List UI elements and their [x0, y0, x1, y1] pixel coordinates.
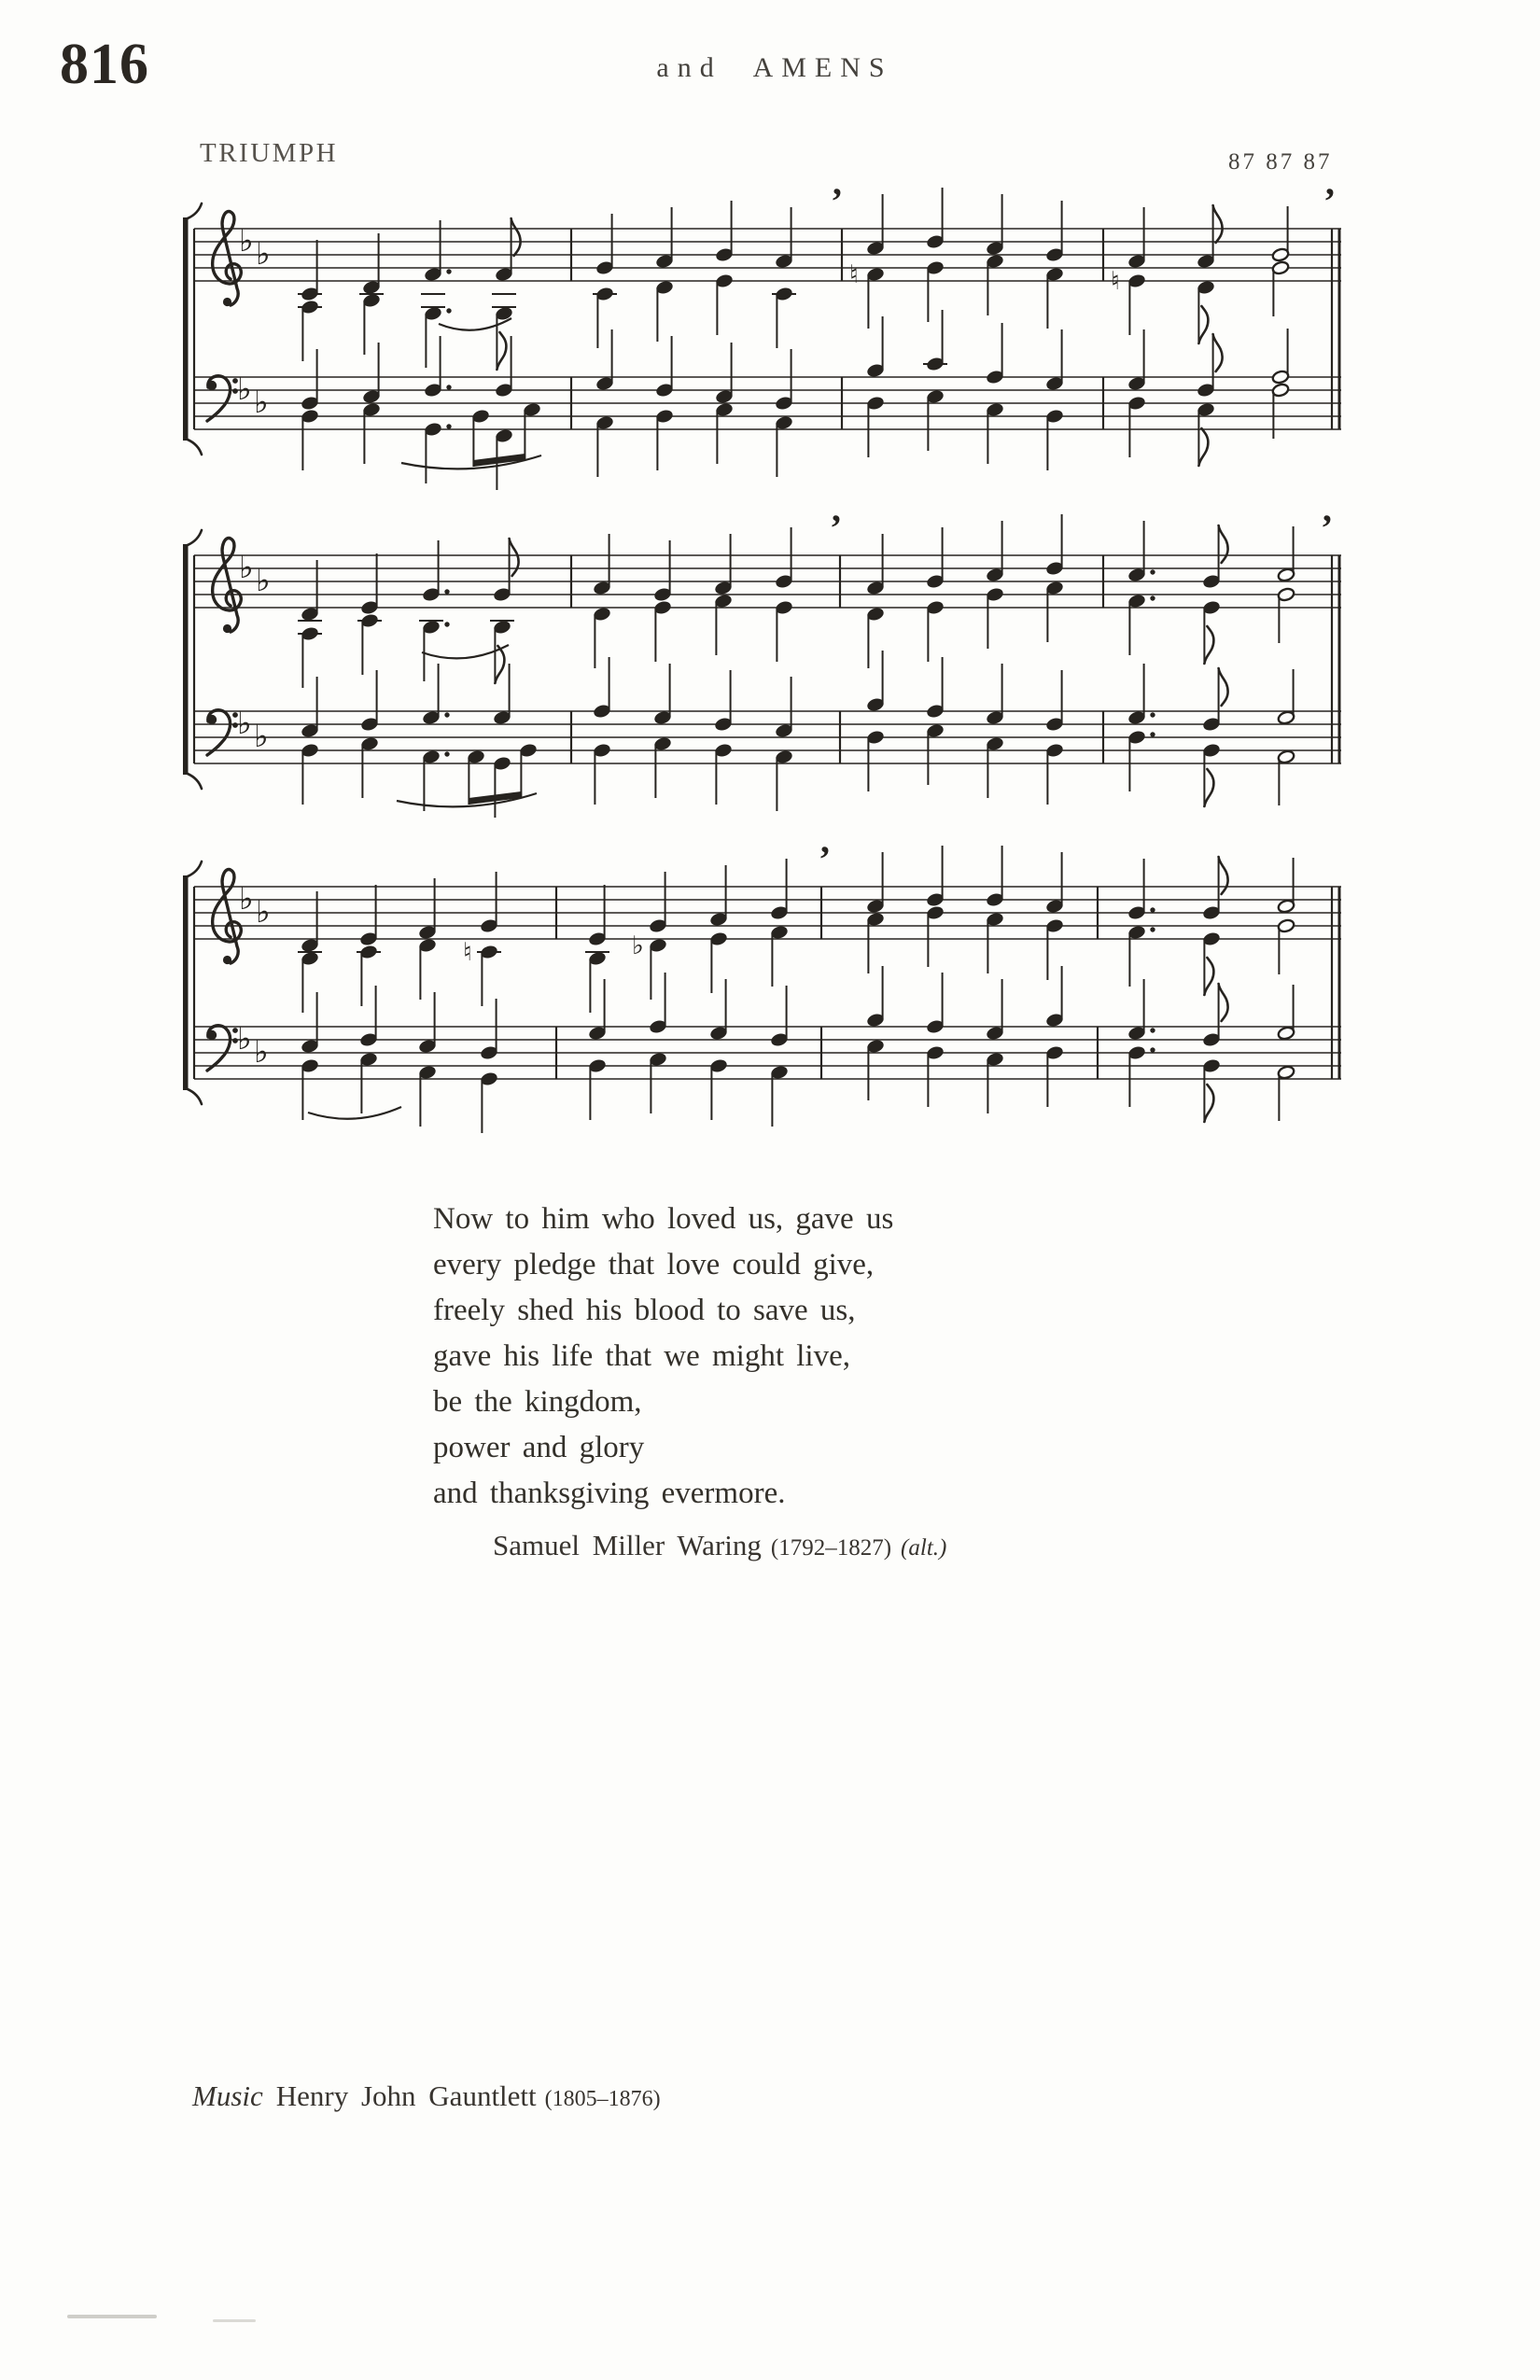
page-header: and AMENS [656, 52, 893, 83]
music-credit [192, 2079, 661, 2113]
key-signature [237, 222, 271, 420]
breath-mark: ’ [831, 180, 844, 222]
verse-line: gave his life that we might live, [433, 1339, 850, 1373]
scan-artifact-dash [67, 2315, 157, 2318]
key-signature [237, 880, 271, 1070]
hymn-number: 816 [60, 33, 149, 96]
treble-clef-icon [213, 212, 242, 307]
svg-text:♭: ♭ [256, 893, 271, 930]
notes [298, 188, 1290, 490]
breath-mark: ’ [830, 507, 843, 549]
svg-text:♮: ♮ [1111, 267, 1120, 296]
svg-text:♭: ♭ [237, 705, 252, 741]
svg-text:♭: ♭ [239, 222, 254, 259]
author-name: Samuel Miller Waring [493, 1529, 762, 1561]
slur [308, 1107, 401, 1119]
breath-mark: ’ [1323, 180, 1337, 222]
meter-label: 87 87 87 [1228, 149, 1333, 175]
author-dates: (1792–1827) [770, 1535, 892, 1561]
svg-text:♭: ♭ [254, 1033, 269, 1070]
svg-text:♭: ♭ [239, 880, 254, 917]
breath-mark: ’ [1321, 507, 1334, 549]
svg-text:♭: ♭ [256, 235, 271, 272]
music-system-2 [183, 507, 1341, 818]
svg-text:♭: ♭ [632, 931, 644, 960]
verse-line: freely shed his blood to save us, [433, 1294, 856, 1327]
music-system-1 [183, 180, 1341, 490]
author-credit [493, 1529, 946, 1562]
svg-text:♭: ♭ [254, 384, 269, 420]
notes [298, 846, 1295, 1133]
svg-text:♭: ♭ [254, 718, 269, 754]
svg-text:♭: ♭ [237, 1020, 252, 1057]
author-alt-note: (alt.) [901, 1535, 947, 1561]
scan-artifact-dash [213, 2319, 256, 2322]
music-credit-label: Music [192, 2079, 263, 2112]
barlines [556, 887, 1339, 1079]
composer-name: Henry John Gauntlett [275, 2079, 537, 2112]
barlines [571, 555, 1339, 763]
verse-line: and thanksgiving evermore. [433, 1477, 786, 1510]
staff-lines [194, 887, 1341, 1079]
verse-text [433, 1197, 893, 1517]
staff-lines [194, 555, 1341, 763]
system-bracket [183, 861, 202, 1104]
composer-dates: (1805–1876) [544, 2087, 661, 2111]
verse-line: be the kingdom, [433, 1385, 642, 1419]
svg-text:♭: ♭ [256, 562, 271, 598]
slur [439, 318, 511, 330]
bass-clef-icon [207, 710, 238, 755]
svg-text:♭: ♭ [239, 549, 254, 585]
treble-clef-icon [213, 870, 242, 965]
key-signature [237, 549, 271, 754]
verse-line: Now to him who loved us, gave us [433, 1202, 894, 1236]
treble-clef-icon [213, 539, 242, 634]
svg-text:♮: ♮ [463, 938, 472, 967]
music-system-3 [183, 838, 1341, 1133]
verse-line: power and glory [433, 1431, 645, 1464]
svg-text:♮: ♮ [849, 260, 859, 289]
barlines [571, 229, 1339, 429]
bass-clef-icon [207, 376, 238, 421]
tune-name: TRIUMPH [200, 138, 339, 168]
verse-line: every pledge that love could give, [433, 1248, 875, 1281]
notes [298, 514, 1295, 818]
svg-text:♭: ♭ [237, 371, 252, 407]
breath-mark: ’ [819, 838, 832, 880]
bass-clef-icon [207, 1026, 238, 1071]
